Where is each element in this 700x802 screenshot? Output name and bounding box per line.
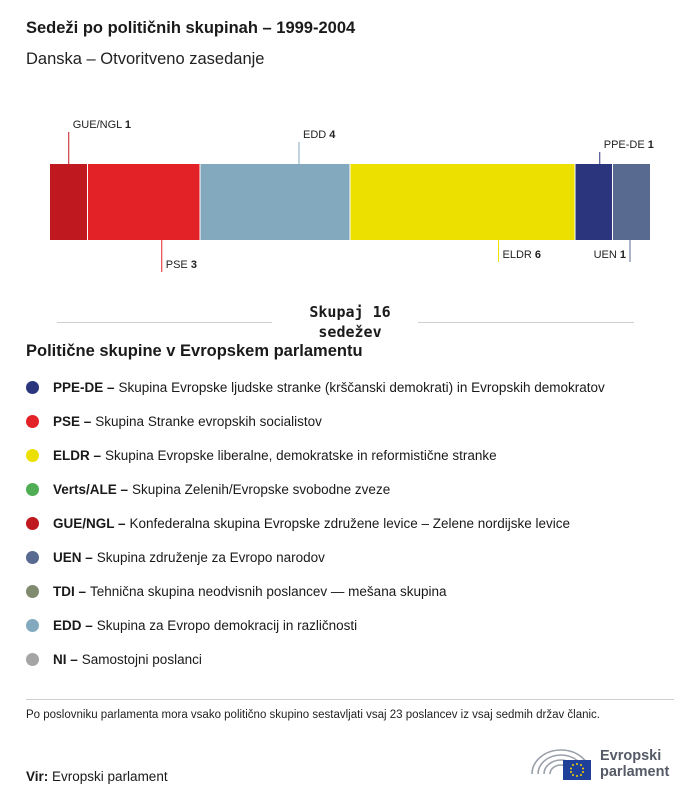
chart-title: Sedeži po političnih skupinah – 1999-2004	[26, 19, 356, 37]
legend-description: Skupina Evropske ljudske stranke (krščanski demokrati) in Evropskih demokratov	[118, 379, 605, 395]
legend-code: GUE/NGL –	[53, 515, 126, 531]
segment-label: ELDR 6	[502, 249, 542, 261]
legend-item	[26, 404, 686, 438]
legend-code: NI –	[53, 651, 78, 667]
source-text: Evropski parlament	[52, 769, 168, 784]
legend-item	[26, 438, 686, 472]
legend-code: PSE –	[53, 413, 92, 429]
legend-item	[26, 370, 686, 404]
footer-divider	[26, 699, 674, 700]
total-seats-label	[280, 302, 420, 342]
legend-color-dot	[26, 619, 39, 632]
legend-item	[26, 540, 686, 574]
european-parliament-logo-icon	[528, 744, 594, 784]
logo-line-1: Evropski	[600, 748, 662, 764]
total-unit: sedežev	[318, 323, 382, 341]
legend-description: Skupina združenje za Evropo narodov	[96, 549, 325, 565]
legend-code: TDI –	[53, 583, 87, 599]
bar-segment	[575, 164, 613, 240]
total-divider-right	[418, 322, 634, 323]
total-value: Skupaj 16	[309, 303, 391, 321]
legend	[26, 370, 686, 676]
bar-segment	[50, 164, 88, 240]
legend-description: Skupina za Evropo demokracij in različnosti	[96, 617, 358, 633]
legend-code: Verts/ALE –	[53, 481, 129, 497]
legend-item	[26, 472, 686, 506]
legend-color-dot	[26, 517, 39, 530]
bar-segment	[88, 164, 201, 240]
european-parliament-logo	[528, 744, 678, 784]
legend-description: Konfederalna skupina Evropske združene levice – Zelene nordijske levice	[129, 515, 571, 531]
legend-item	[26, 574, 686, 608]
legend-color-dot	[26, 483, 39, 496]
legend-color-dot	[26, 585, 39, 598]
legend-item	[26, 608, 686, 642]
footnote: Po poslovniku parlamenta mora vsako politično skupino sestavljati vsaj 23 poslancev iz vsaj sedmih držav članic.	[26, 709, 601, 721]
source	[26, 769, 168, 784]
legend-color-dot	[26, 381, 39, 394]
legend-description: Skupina Stranke evropskih socialistov	[95, 413, 322, 429]
bar-segment	[350, 164, 575, 240]
segment-label: GUE/NGL 1	[72, 119, 132, 131]
legend-code: EDD –	[53, 617, 93, 633]
segment-label: UEN 1	[593, 249, 626, 261]
legend-color-dot	[26, 551, 39, 564]
source-label: Vir:	[26, 769, 49, 784]
legend-title: Politične skupine v Evropskem parlamentu	[26, 342, 363, 360]
seats-stacked-bar-chart	[0, 110, 700, 290]
segment-label: PPE-DE 1	[603, 139, 654, 151]
legend-code: ELDR –	[53, 447, 102, 463]
segment-label: EDD 4	[303, 129, 336, 141]
legend-color-dot	[26, 449, 39, 462]
segment-label: PSE 3	[165, 259, 197, 271]
legend-code: PPE-DE –	[53, 379, 115, 395]
legend-item	[26, 642, 686, 676]
legend-color-dot	[26, 415, 39, 428]
legend-description: Skupina Evropske liberalne, demokratske in reformistične stranke	[105, 447, 497, 463]
bar-segment	[200, 164, 350, 240]
total-divider-left	[57, 322, 272, 323]
legend-description: Skupina Zelenih/Evropske svobodne zveze	[132, 481, 391, 497]
legend-item	[26, 506, 686, 540]
legend-description: Samostojni poslanci	[81, 651, 202, 667]
chart-subtitle: Danska – Otvoritveno zasedanje	[26, 50, 265, 68]
legend-color-dot	[26, 653, 39, 666]
bar-segment	[613, 164, 651, 240]
legend-description: Tehnična skupina neodvisnih poslancev — mešana skupina	[90, 583, 447, 599]
legend-code: UEN –	[53, 549, 93, 565]
logo-line-2: parlament	[600, 764, 670, 780]
